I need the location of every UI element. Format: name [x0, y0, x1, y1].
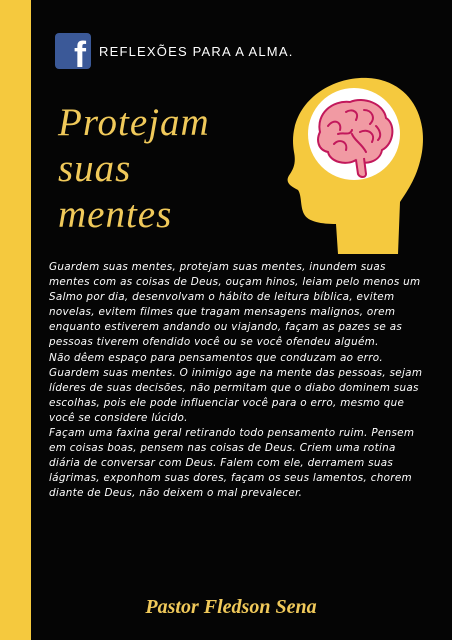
page-title — [58, 100, 278, 238]
head-with-brain-icon — [276, 74, 426, 254]
brand-header — [55, 34, 294, 68]
title-line-3: mentes — [58, 193, 173, 236]
title-line-2: suas — [58, 147, 132, 190]
signature: Pastor Fledson Sena — [145, 596, 317, 618]
facebook-icon[interactable]: f — [55, 33, 91, 69]
left-yellow-stripe — [0, 0, 31, 640]
paragraph-1: Guardem suas mentes, protejam suas mentes, inundem suas mentes com as coisas de Deus, ouçam hinos, leiam pelo menos um Salmo por dia, desenvolvam o hábito de leitura bíblica, evitem novelas, evitem filmes que tragam mensagens malignos, orem enquanto estiverem andando ou viajando, façam as pazes se as pessoas tiverem ofendido você ou se você ofendeu alguém. — [49, 261, 421, 349]
paragraph-3: Façam uma faxina geral retirando todo pensamento ruim. Pensem em coisas boas, pensem nas coisas de Deus. Criem uma rotina diária de conversar com Deus. Falem com ele, derramem suas lágrimas, exponhom suas dores, façam os seus lamentos, chorem diante de Deus, não deixem o mal prevalecer. — [49, 427, 415, 500]
title-line-1: Protejam — [58, 101, 210, 144]
brand-text: REFLEXÕES PARA A ALMA. — [99, 43, 294, 59]
paragraph-2: Não dêem espaço para pensamentos que conduzam ao erro. Guardem suas mentes. O inimigo age na mente das pessoas, sejam líderes de suas decisões, não permitam que o diabo dominem suas escolhas, pois ele pode influenciar você para o erro, mesmo que você se considere lúcido. — [49, 351, 423, 424]
body-text — [49, 260, 429, 502]
